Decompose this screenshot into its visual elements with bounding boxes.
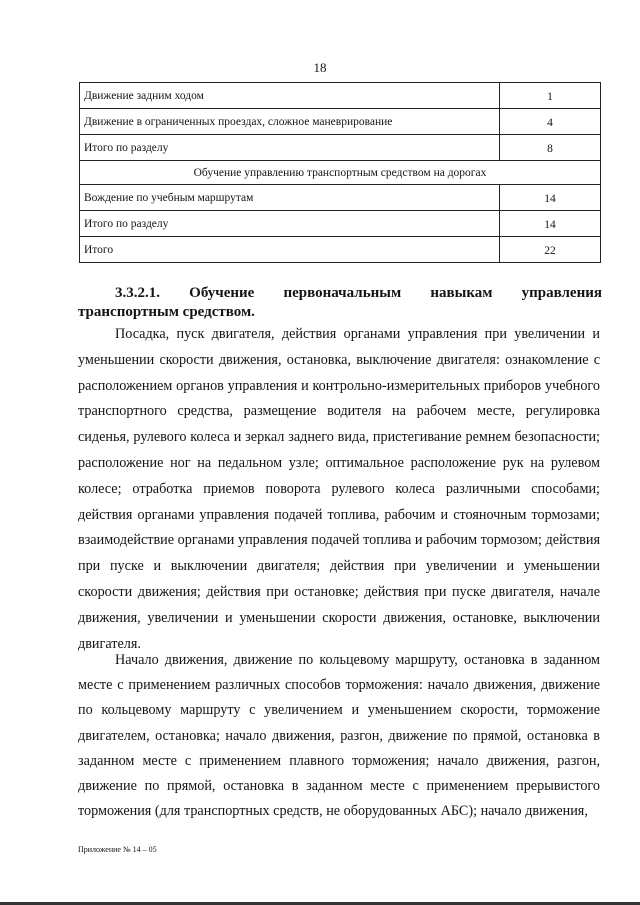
row-label: Движение в ограниченных проездах, сложное маневрирование (80, 109, 500, 135)
row-hours: 14 (500, 211, 601, 237)
row-hours: 22 (500, 237, 601, 263)
row-label: Движение задним ходом (80, 83, 500, 109)
page-number: 18 (313, 60, 327, 75)
section-heading: 3.3.2.1. Обучение первоначальным навыкам управления транспортным средством. (78, 285, 602, 320)
table-row (80, 185, 601, 211)
row-hours: 4 (500, 109, 601, 135)
row-label: Вождение по учебным маршрутам (80, 185, 500, 211)
section-title: Обучение управлению транспортным средством на дорогах (80, 161, 601, 185)
body-paragraph: Посадка, пуск двигателя, действия органами управления при увеличении и уменьшении скорости движения, остановка, выключение двигателя: ознакомление с расположением органов управления и контрольно-измерительных приборов учебного транспортного средства, размещение водителя на рабочем месте, регулировка сиденья, рулевого колеса и зеркал заднего вида, пристегивание ремнем безопасности; расположение ног на педальном узле; оптимальное расположение рук на рулевом колесе; отработка приемов поворота рулевого колеса различными способами; действия органами управления подачей топлива, рабочим и стояночным тормозами; взаимодействие органами управления подачей топлива и рабочим тормозом; действия при пуске и выключении двигателя; действия при увеличении и уменьшении скорости движения; действия при остановке; действия при пуске двигателя, начале движения, увеличении и уменьшении скорости движения, остановке, выключении двигателя. (78, 326, 600, 652)
table-row (80, 109, 601, 135)
table-row (80, 135, 601, 161)
schedule-table (79, 82, 601, 263)
row-label: Итого по разделу (80, 135, 500, 161)
row-hours: 14 (500, 185, 601, 211)
footer-note: Приложение № 14 – 05 (78, 845, 157, 854)
row-hours: 8 (500, 135, 601, 161)
row-hours: 1 (500, 83, 601, 109)
body-paragraph: Начало движения, движение по кольцевому маршруту, остановка в заданном месте с применением различных способов торможения: начало движения, движение по кольцевому маршруту с увеличением и уменьшением скорости, торможение двигателем, остановка; начало движения, разгон, движение по прямой, остановка в заданном месте с применением плавного торможения; начало движения, разгон, движение по прямой, остановка в заданном месте с применением прерывистого торможения (для транспортных средств, не оборудованных АБС); начало движения, (78, 652, 600, 820)
table-section-row (80, 161, 601, 185)
row-label: Итого по разделу (80, 211, 500, 237)
table-row (80, 83, 601, 109)
table-row (80, 211, 601, 237)
row-label: Итого (80, 237, 500, 263)
table-row (80, 237, 601, 263)
